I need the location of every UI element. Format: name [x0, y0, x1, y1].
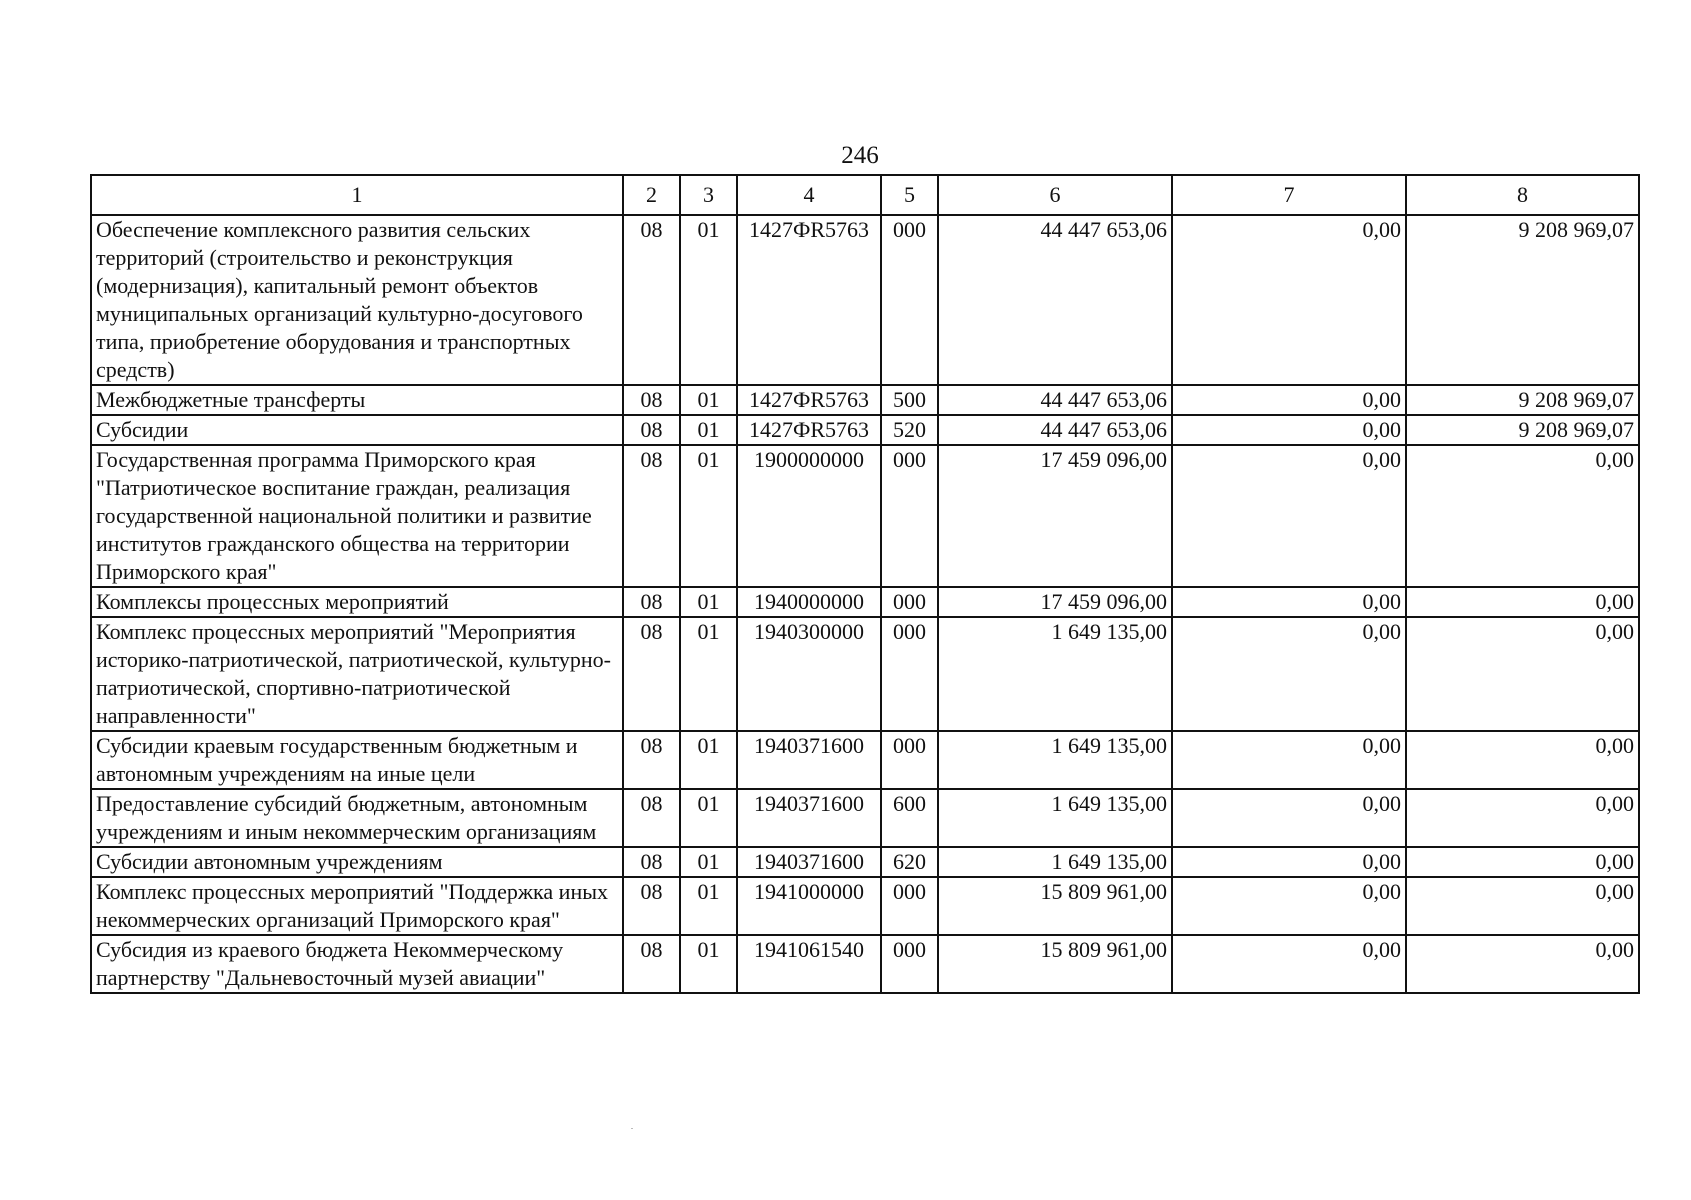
row-section: 08 [623, 731, 680, 789]
row-target-code: 1427ФR5763 [737, 215, 881, 385]
row-name: Субсидии автономным учреждениям [91, 847, 623, 877]
table-row [91, 415, 1639, 445]
row-target-code: 1427ФR5763 [737, 385, 881, 415]
row-target-code: 1900000000 [737, 445, 881, 587]
row-amount-col8: 9 208 969,07 [1406, 385, 1639, 415]
row-subsection: 01 [680, 587, 737, 617]
row-amount-col6: 15 809 961,00 [938, 935, 1172, 993]
row-expense-type: 000 [881, 617, 938, 731]
row-name: Межбюджетные трансферты [91, 385, 623, 415]
row-section: 08 [623, 877, 680, 935]
row-target-code: 1940300000 [737, 617, 881, 731]
row-amount-col8: 0,00 [1406, 789, 1639, 847]
column-header: 8 [1406, 175, 1639, 215]
row-amount-col8: 9 208 969,07 [1406, 415, 1639, 445]
row-name: Комплекс процессных мероприятий "Мероприятия историко-патриотической, патриотической, культурно-патриотической, спортивно-патриотической направленности" [91, 617, 623, 731]
row-amount-col8: 9 208 969,07 [1406, 215, 1639, 385]
row-section: 08 [623, 617, 680, 731]
row-amount-col8: 0,00 [1406, 617, 1639, 731]
row-subsection: 01 [680, 617, 737, 731]
row-name: Государственная программа Приморского края "Патриотическое воспитание граждан, реализация государственной национальной политики и развитие институтов гражданского общества на территории Приморского края" [91, 445, 623, 587]
row-name: Субсидия из краевого бюджета Некоммерческому партнерству "Дальневосточный музей авиации" [91, 935, 623, 993]
row-section: 08 [623, 215, 680, 385]
row-target-code: 1940371600 [737, 789, 881, 847]
row-amount-col7: 0,00 [1172, 789, 1406, 847]
column-header: 2 [623, 175, 680, 215]
row-subsection: 01 [680, 847, 737, 877]
table-row [91, 587, 1639, 617]
row-section: 08 [623, 587, 680, 617]
row-name: Предоставление субсидий бюджетным, автономным учреждениям и иным некоммерческим организациям [91, 789, 623, 847]
row-target-code: 1940000000 [737, 587, 881, 617]
row-amount-col7: 0,00 [1172, 617, 1406, 731]
row-name: Субсидии краевым государственным бюджетным и автономным учреждениям на иные цели [91, 731, 623, 789]
row-expense-type: 500 [881, 385, 938, 415]
row-expense-type: 000 [881, 587, 938, 617]
row-section: 08 [623, 445, 680, 587]
column-header: 1 [91, 175, 623, 215]
row-amount-col8: 0,00 [1406, 445, 1639, 587]
row-target-code: 1940371600 [737, 731, 881, 789]
row-target-code: 1941000000 [737, 877, 881, 935]
row-subsection: 01 [680, 789, 737, 847]
row-section: 08 [623, 385, 680, 415]
row-amount-col6: 44 447 653,06 [938, 385, 1172, 415]
row-amount-col8: 0,00 [1406, 935, 1639, 993]
row-amount-col6: 1 649 135,00 [938, 731, 1172, 789]
row-subsection: 01 [680, 935, 737, 993]
table-row [91, 847, 1639, 877]
row-amount-col7: 0,00 [1172, 385, 1406, 415]
header-row [91, 175, 1639, 215]
row-expense-type: 620 [881, 847, 938, 877]
table-row [91, 877, 1639, 935]
row-amount-col6: 17 459 096,00 [938, 445, 1172, 587]
row-target-code: 1941061540 [737, 935, 881, 993]
row-subsection: 01 [680, 415, 737, 445]
row-name: Комплекс процессных мероприятий "Поддержка иных некоммерческих организаций Приморского края" [91, 877, 623, 935]
row-expense-type: 600 [881, 789, 938, 847]
column-header: 4 [737, 175, 881, 215]
row-amount-col6: 44 447 653,06 [938, 415, 1172, 445]
row-name: Комплексы процессных мероприятий [91, 587, 623, 617]
row-expense-type: 520 [881, 415, 938, 445]
row-section: 08 [623, 789, 680, 847]
column-header: 3 [680, 175, 737, 215]
row-amount-col6: 1 649 135,00 [938, 789, 1172, 847]
budget-table [90, 174, 1640, 994]
row-subsection: 01 [680, 877, 737, 935]
row-amount-col7: 0,00 [1172, 935, 1406, 993]
table-row [91, 617, 1639, 731]
row-amount-col7: 0,00 [1172, 731, 1406, 789]
row-amount-col6: 15 809 961,00 [938, 877, 1172, 935]
row-amount-col7: 0,00 [1172, 215, 1406, 385]
row-section: 08 [623, 935, 680, 993]
row-expense-type: 000 [881, 445, 938, 587]
row-amount-col7: 0,00 [1172, 847, 1406, 877]
table-row [91, 789, 1639, 847]
row-amount-col6: 17 459 096,00 [938, 587, 1172, 617]
row-name: Обеспечение комплексного развития сельских территорий (строительство и реконструкция (модернизация), капитальный ремонт объектов муниципальных организаций культурно-досугового типа, приобретение оборудования и транспортных средств) [91, 215, 623, 385]
row-expense-type: 000 [881, 731, 938, 789]
row-subsection: 01 [680, 445, 737, 587]
row-amount-col7: 0,00 [1172, 877, 1406, 935]
column-header: 6 [938, 175, 1172, 215]
table-row [91, 215, 1639, 385]
row-amount-col8: 0,00 [1406, 587, 1639, 617]
row-amount-col8: 0,00 [1406, 731, 1639, 789]
row-amount-col7: 0,00 [1172, 587, 1406, 617]
row-name: Субсидии [91, 415, 623, 445]
row-expense-type: 000 [881, 877, 938, 935]
column-header: 5 [881, 175, 938, 215]
row-amount-col8: 0,00 [1406, 877, 1639, 935]
row-expense-type: 000 [881, 215, 938, 385]
row-subsection: 01 [680, 385, 737, 415]
table-row [91, 445, 1639, 587]
row-amount-col6: 44 447 653,06 [938, 215, 1172, 385]
row-amount-col6: 1 649 135,00 [938, 617, 1172, 731]
table-row [91, 731, 1639, 789]
row-expense-type: 000 [881, 935, 938, 993]
page-number: 246 [841, 142, 879, 169]
row-section: 08 [623, 847, 680, 877]
row-amount-col8: 0,00 [1406, 847, 1639, 877]
row-subsection: 01 [680, 731, 737, 789]
scan-speck [631, 1128, 633, 1129]
row-amount-col7: 0,00 [1172, 415, 1406, 445]
row-target-code: 1940371600 [737, 847, 881, 877]
row-section: 08 [623, 415, 680, 445]
row-target-code: 1427ФR5763 [737, 415, 881, 445]
table-row [91, 385, 1639, 415]
row-amount-col7: 0,00 [1172, 445, 1406, 587]
table-row [91, 935, 1639, 993]
row-subsection: 01 [680, 215, 737, 385]
column-header: 7 [1172, 175, 1406, 215]
row-amount-col6: 1 649 135,00 [938, 847, 1172, 877]
